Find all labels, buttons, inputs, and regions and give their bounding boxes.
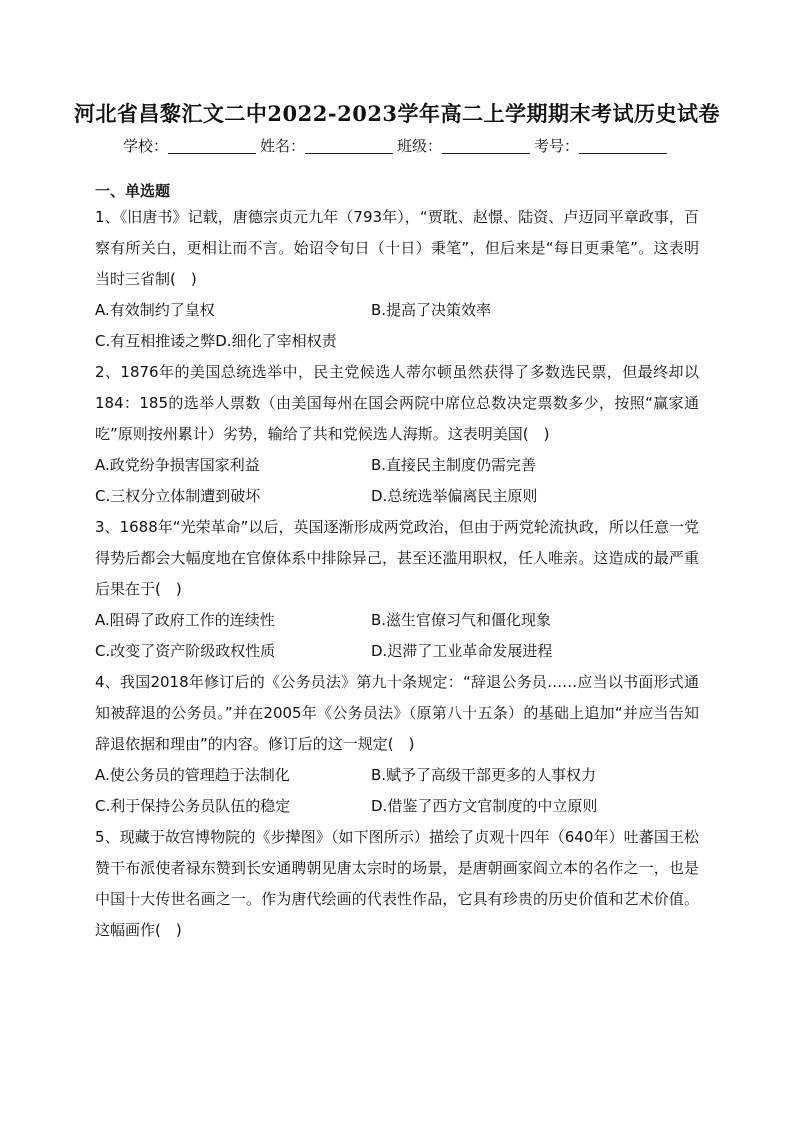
question-stem: 3、1688年“光荣革命”以后，英国逐渐形成两党政治，但由于两党轮流执政，所以任意一党得势后都会大幅度地在官僚体系中排除异己，甚至还滥用职权，任人唯亲。这造成的最严重后果在于( )	[95, 518, 699, 598]
name-label: 姓名：	[259, 137, 305, 155]
question-options	[95, 605, 699, 667]
option-c: C.有互相推诿之弊	[95, 332, 216, 350]
student-info-line	[0, 135, 794, 156]
option-a: A.使公务员的管理趋于法制化	[95, 766, 290, 784]
question-options	[95, 760, 699, 822]
option-d: D.借鉴了西方文官制度的中立原则	[371, 797, 598, 815]
option-b: B.直接民主制度仍需完善	[371, 456, 537, 474]
question-stem: 4、我国2018年修订后的《公务员法》第九十条规定：“辞退公务员……应当以书面形式通知被辞退的公务员。”并在2005年《公务员法》（原第八十五条）的基础上追加“并应当告知辞退依据和理由”的内容。修订后的这一规定( )	[95, 673, 699, 753]
question-options	[95, 450, 699, 512]
school-blank[interactable]	[168, 137, 256, 154]
number-label: 考号：	[534, 137, 580, 155]
question-stem: 1、《旧唐书》记载，唐德宗贞元九年（793年），“贾耽、赵憬、陆资、卢迈同平章政事，百察有所关白，更相让而不言。始诏令旬日（十日）秉笔”，但后来是“每日更秉笔”。这表明当时三省制( )	[95, 208, 699, 288]
class-label: 班级：	[397, 137, 443, 155]
question-stem: 5、现藏于故宫博物院的《步撵图》（如下图所示）描绘了贞观十四年（640年）吐蕃国王松赞干布派使者禄东赞到长安通聘朝见唐太宗时的场景，是唐朝画家阎立本的名作之一，也是中国十大传世名画之一。作为唐代绘画的代表性作品，它具有珍贵的历史价值和艺术价值。这幅画作( )	[95, 828, 699, 939]
class-blank[interactable]	[442, 137, 530, 154]
name-blank[interactable]	[305, 137, 393, 154]
option-d: D.细化了宰相权责	[215, 332, 337, 350]
option-c: C.三权分立体制遭到破坏	[95, 487, 261, 505]
section-heading: 一、单选题	[95, 182, 171, 200]
option-b: B.赋予了高级干部更多的人事权力	[371, 766, 597, 784]
option-d: D.迟滞了工业革命发展进程	[371, 642, 553, 660]
option-b: B.滋生官僚习气和僵化现象	[371, 611, 552, 629]
questions-list	[95, 202, 699, 946]
option-a: A.有效制约了皇权	[95, 301, 215, 319]
exam-title: 河北省昌黎汇文二中2022-2023学年高二上学期期末考试历史试卷	[73, 101, 721, 126]
number-blank[interactable]	[579, 137, 667, 154]
option-a: A.政党纷争损害国家利益	[95, 456, 260, 474]
option-b: B.提高了决策效率	[371, 301, 492, 319]
question-stem: 2、1876年的美国总统选举中，民主党候选人蒂尔顿虽然获得了多数选民票，但最终却以184：185的选举人票数（由美国每州在国会两院中席位总数决定票数多少，按照“赢家通吃”原则按州累计）劣势，输给了共和党候选人海斯。这表明美国( )	[95, 363, 699, 443]
option-d: D.总统选举偏离民主原则	[371, 487, 538, 505]
option-c: C.利于保持公务员队伍的稳定	[95, 797, 291, 815]
option-a: A.阻碍了政府工作的连续性	[95, 611, 275, 629]
question-options	[95, 295, 699, 357]
school-label: 学校：	[122, 137, 168, 155]
option-c: C.改变了资产阶级政权性质	[95, 642, 276, 660]
